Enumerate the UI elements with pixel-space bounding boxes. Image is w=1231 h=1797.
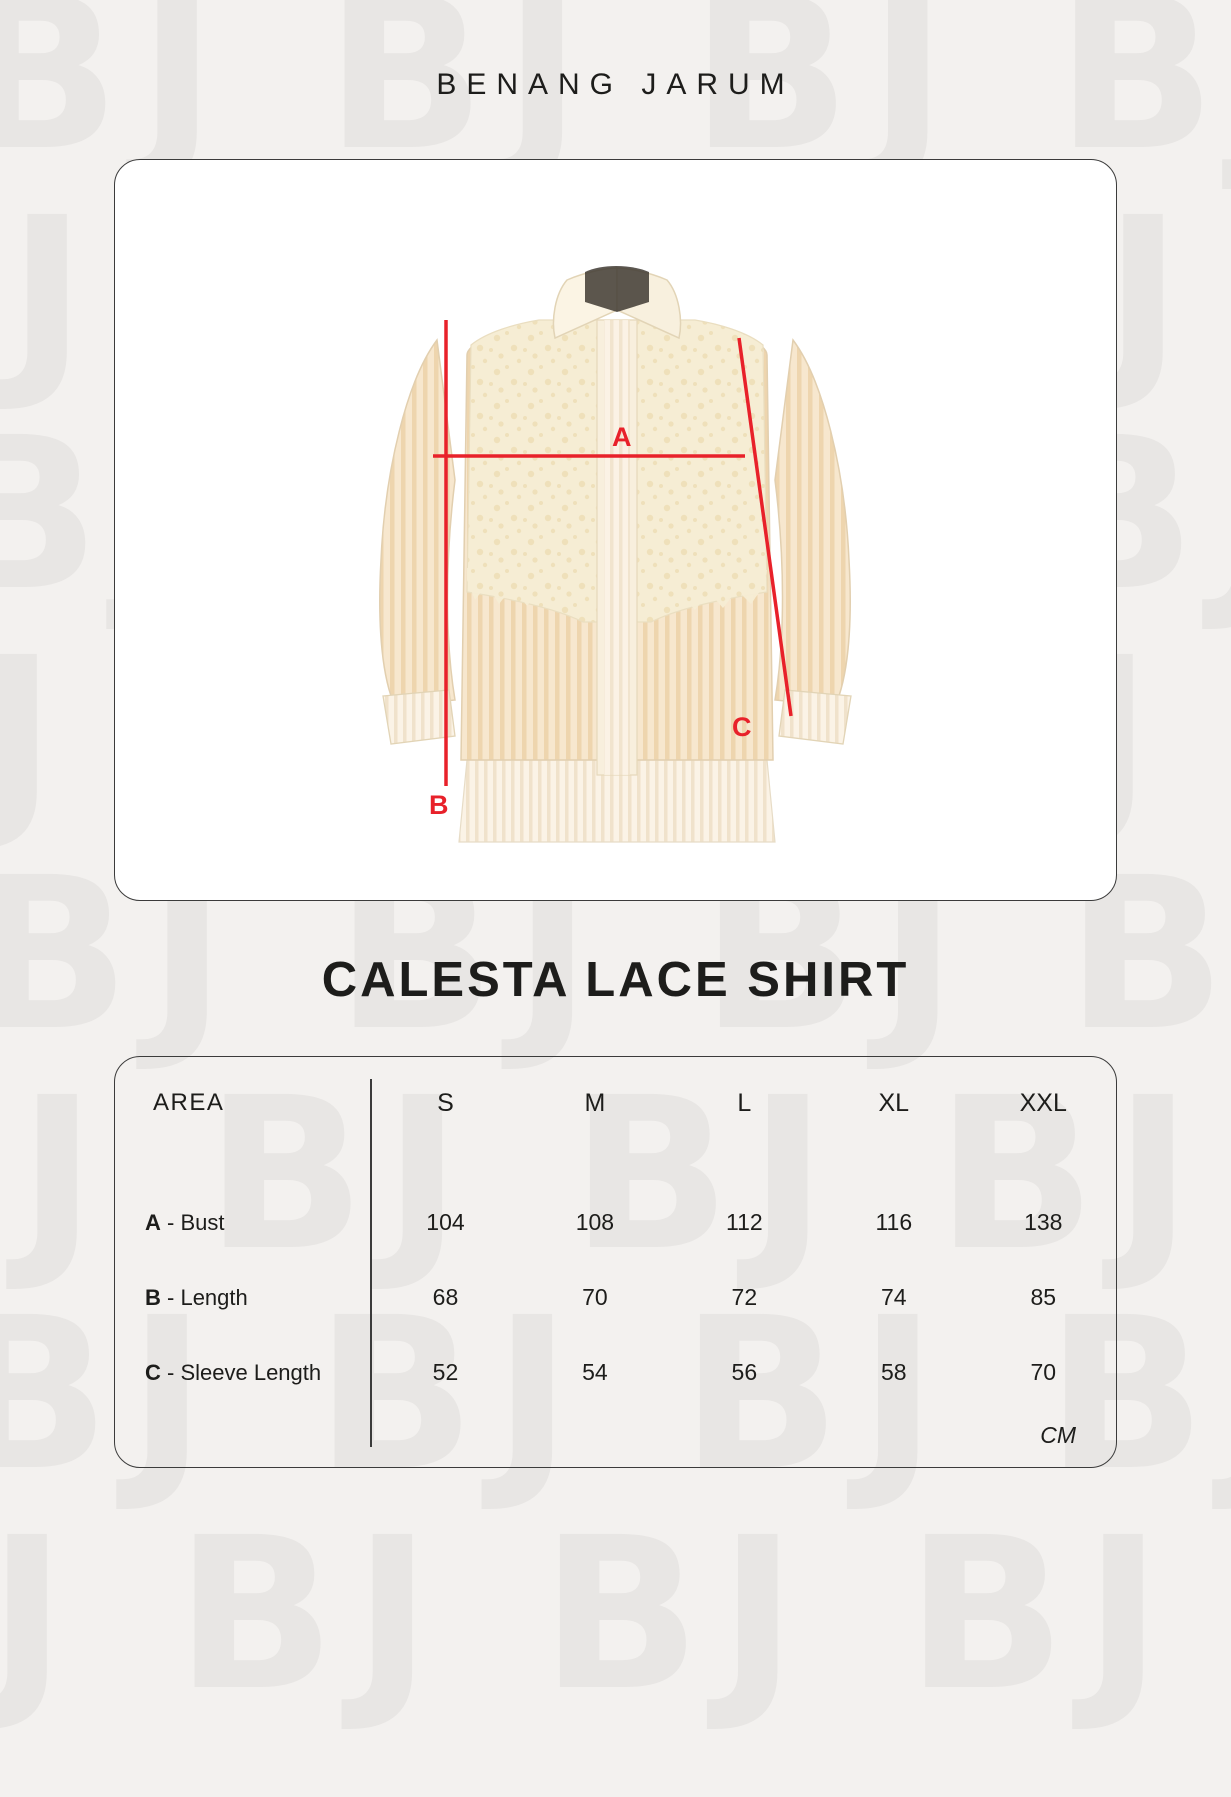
size-chart-card xyxy=(114,1056,1117,1468)
brand-title: BENANG JARUM xyxy=(436,68,795,101)
size-chart-table xyxy=(115,1057,1118,1410)
table-row xyxy=(115,1260,1118,1335)
cell-sleeve-s: 52 xyxy=(432,1359,459,1385)
row-letter-a: A xyxy=(145,1209,161,1235)
cell-length-l: 72 xyxy=(731,1284,758,1310)
column-header-m: M xyxy=(584,1088,606,1117)
unit-label: CM xyxy=(1040,1422,1076,1448)
product-image-card xyxy=(114,159,1117,901)
cell-length-m: 70 xyxy=(582,1284,608,1310)
cell-length-s: 68 xyxy=(432,1284,459,1310)
column-header-s: S xyxy=(437,1088,454,1117)
garment-illustration xyxy=(115,160,1118,902)
marker-c-label: C xyxy=(732,712,752,742)
cell-bust-s: 104 xyxy=(426,1209,465,1235)
table-row xyxy=(115,1185,1118,1260)
spacer-cell xyxy=(520,1149,669,1185)
spacer-cell xyxy=(371,1149,520,1185)
table-spacer-row xyxy=(115,1149,1118,1185)
spacer-cell xyxy=(969,1149,1119,1185)
cell-bust-m: 108 xyxy=(575,1209,615,1235)
row-name-bust: - Bust xyxy=(167,1209,225,1235)
table-head xyxy=(115,1057,1118,1149)
cell-length-xxl: 85 xyxy=(1030,1284,1057,1310)
cell-sleeve-xxl: 70 xyxy=(1030,1359,1057,1385)
cell-sleeve-l: 56 xyxy=(731,1359,758,1385)
column-header-l: L xyxy=(737,1088,752,1117)
spacer-cell xyxy=(819,1149,968,1185)
row-letter-c: C xyxy=(145,1359,161,1385)
row-name-sleeve-length: - Sleeve Length xyxy=(167,1359,322,1385)
page-title: CALESTA LACE SHIRT xyxy=(321,953,910,1007)
watermark-row xyxy=(0,1510,1231,1720)
column-header-xxl: XXL xyxy=(1019,1088,1067,1117)
cell-bust-xl: 116 xyxy=(875,1209,913,1235)
table-row xyxy=(115,1335,1118,1410)
cell-bust-xxl: 138 xyxy=(1024,1209,1063,1235)
cell-bust-l: 112 xyxy=(726,1209,763,1235)
table-body xyxy=(115,1149,1118,1410)
row-label-bust xyxy=(115,1185,371,1260)
marker-a-label: A xyxy=(612,422,632,452)
row-letter-b: B xyxy=(145,1284,161,1310)
spacer-cell xyxy=(115,1149,371,1185)
row-name-length: - Length xyxy=(167,1284,248,1310)
cell-length-xl: 74 xyxy=(880,1284,907,1310)
cell-sleeve-m: 54 xyxy=(582,1359,608,1385)
marker-b-label: B xyxy=(429,790,449,820)
column-header-area: AREA xyxy=(153,1089,225,1116)
cell-sleeve-xl: 58 xyxy=(880,1359,907,1385)
column-header-xl: XL xyxy=(878,1088,910,1117)
row-label-length xyxy=(115,1260,371,1335)
row-label-sleeve-length xyxy=(115,1335,371,1410)
spacer-cell xyxy=(670,1149,819,1185)
table-header-row xyxy=(115,1057,1118,1149)
